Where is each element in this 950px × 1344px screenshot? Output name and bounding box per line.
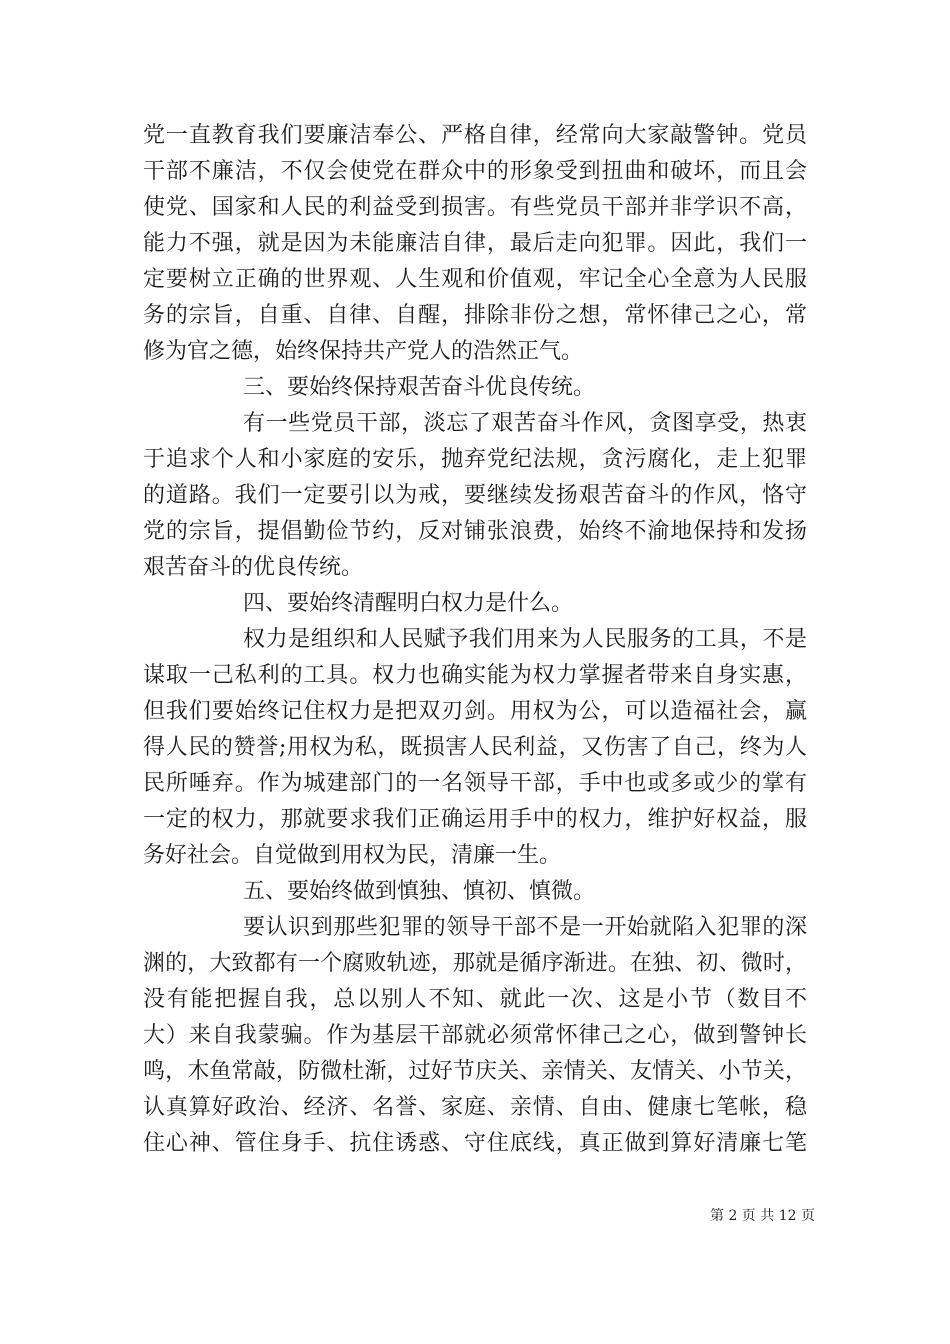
text-line: 干部不廉洁，不仅会使党在群众中的形象受到扭曲和破坏，而且会: [143, 159, 807, 184]
page-number-footer: 第 2 页 共 12 页: [710, 1208, 815, 1224]
text-line: 大）来自我蒙骗。作为基层干部就必须常怀律己之心，做到警钟长: [143, 1023, 807, 1048]
text-line: 认真算好政治、经济、名誉、家庭、亲情、自由、健康七笔帐，稳: [143, 1095, 807, 1120]
document-body: [143, 118, 807, 1162]
text-line: 渊的，大致都有一个腐败轨迹，那就是循序渐进。在独、初、微时，: [143, 951, 807, 976]
text-line: 要认识到那些犯罪的领导干部不是一开始就陷入犯罪的深: [243, 915, 807, 940]
section-heading: 五、要始终做到慎独、慎初、慎微。: [243, 879, 596, 904]
text-line: 权力是组织和人民赋予我们用来为人民服务的工具，不是: [243, 627, 807, 652]
text-line: 定要树立正确的世界观、人生观和价值观，牢记全心全意为人民服: [143, 267, 807, 292]
section-heading: 四、要始终清醒明白权力是什么。: [243, 591, 574, 616]
text-line: 谋取一己私利的工具。权力也确实能为权力掌握者带来自身实惠，: [143, 663, 807, 688]
text-line: 的道路。我们一定要引以为戒，要继续发扬艰苦奋斗的作风，恪守: [143, 483, 807, 508]
text-line: 使党、国家和人民的利益受到损害。有些党员干部并非学识不高，: [143, 195, 807, 220]
text-line: 鸣，木鱼常敲，防微杜渐，过好节庆关、亲情关、友情关、小节关，: [143, 1059, 807, 1084]
text-line: 于追求个人和小家庭的安乐，抛弃党纪法规，贪污腐化，走上犯罪: [143, 447, 807, 472]
text-line: 但我们要始终记住权力是把双刃剑。用权为公，可以造福社会，赢: [143, 699, 807, 724]
text-line: 务的宗旨，自重、自律、自醒，排除非份之想，常怀律己之心，常: [143, 303, 807, 328]
text-line: 艰苦奋斗的优良传统。: [143, 555, 364, 580]
text-line: 能力不强，就是因为未能廉洁自律，最后走向犯罪。因此，我们一: [143, 231, 807, 256]
text-line: 住心神、管住身手、抗住诱惑、守住底线，真正做到算好清廉七笔: [143, 1131, 807, 1156]
section-heading: 三、要始终保持艰苦奋斗优良传统。: [243, 375, 596, 400]
text-line: 没有能把握自我，总以别人不知、就此一次、这是小节（数目不: [143, 987, 807, 1012]
text-line: 修为官之德，始终保持共产党人的浩然正气。: [143, 339, 584, 364]
text-line: 务好社会。自觉做到用权为民，清廉一生。: [143, 843, 562, 868]
text-line: 党一直教育我们要廉洁奉公、严格自律，经常向大家敲警钟。党员: [143, 123, 807, 148]
text-line: 民所唾弃。作为城建部门的一名领导干部，手中也或多或少的掌有: [143, 771, 807, 796]
text-line: 得人民的赞誉;用权为私，既损害人民利益，又伤害了自己，终为人: [143, 735, 807, 760]
text-line: 一定的权力，那就要求我们正确运用手中的权力，维护好权益，服: [143, 807, 807, 832]
text-line: 有一些党员干部，淡忘了艰苦奋斗作风，贪图享受，热衷: [243, 411, 807, 436]
text-line: 党的宗旨，提倡勤俭节约，反对铺张浪费，始终不渝地保持和发扬: [143, 519, 807, 544]
